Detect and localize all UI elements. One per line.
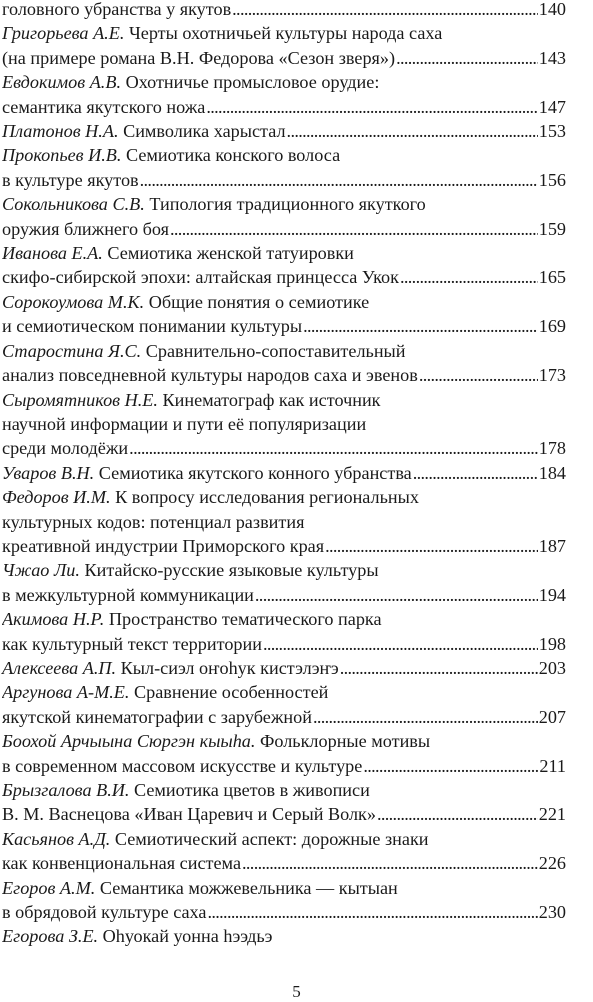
toc-line-text (2, 829, 429, 849)
toc-leader-dots (400, 265, 538, 289)
toc-line (2, 680, 566, 704)
toc-line (2, 314, 566, 338)
toc-page-number: 147 (538, 96, 566, 117)
toc-title-text: якутской кинематографии с зарубежной (2, 706, 312, 727)
toc-line-text (2, 754, 362, 778)
toc-title-text: в культуре якутов (2, 169, 139, 190)
toc-title-text: Сравнение особенностей (133, 682, 329, 703)
toc-title-text: как конвенциональная система (2, 853, 242, 874)
toc-line-text (2, 705, 312, 729)
toc-page-number: 230 (538, 902, 566, 923)
toc-line (2, 705, 566, 729)
toc-author: Егоров А.М. (2, 877, 96, 898)
toc-author: Прокопьев И.В. (2, 145, 122, 166)
toc-title-text: Фольклорные мотивы (260, 731, 431, 752)
toc-line (2, 168, 566, 192)
toc-leader-dots (232, 0, 538, 21)
toc-line-text (2, 194, 426, 214)
toc-line (2, 900, 566, 924)
toc-line-text (2, 390, 381, 410)
toc-leader-dots (325, 534, 538, 558)
toc-leader-dots (207, 900, 537, 924)
toc-line-text (2, 900, 206, 924)
toc-title-text: Семантика можжевельника — кытыан (99, 877, 398, 898)
toc-line-text (2, 341, 406, 361)
toc-line-text (2, 217, 169, 241)
toc-line (2, 119, 566, 143)
toc-entry (2, 607, 566, 656)
toc-line (2, 217, 566, 241)
toc-line (2, 70, 566, 94)
toc-title-text: Кинематограф как источник (162, 389, 381, 410)
toc-title-text: Охотничье промысловое орудие: (125, 72, 380, 93)
toc-title-text: Семиотика конского волоса (126, 145, 341, 166)
toc-author: Сорокоумова М.К. (2, 291, 145, 312)
toc-title-text: головного убранства у якутов (2, 0, 232, 19)
toc-page-number: 165 (538, 267, 566, 288)
toc-author: Алексеева А.П. (2, 657, 117, 678)
toc-entry (2, 680, 566, 729)
toc-title-text: Символика харыстал (123, 121, 286, 142)
toc-title-text: Пространство тематического парка (108, 609, 382, 630)
toc-author: Сокольникова С.В. (2, 194, 145, 215)
toc-line (2, 412, 566, 436)
toc-line (2, 339, 566, 363)
toc-author: Аргунова А-М.Е. (2, 682, 130, 703)
toc-title-text: скифо-сибирской эпохи: алтайская принцесса Укок (2, 267, 399, 288)
toc-line-text (2, 46, 395, 70)
toc-line-text (2, 461, 412, 485)
toc-line (2, 143, 566, 167)
toc-author: Брызгалова В.И. (2, 780, 130, 800)
toc-page-number: 187 (538, 535, 566, 556)
toc-page-number: 211 (539, 755, 566, 776)
toc-line (2, 290, 566, 314)
toc-title-text: в современном массовом искусстве и культуре (2, 755, 363, 776)
toc-line-text (2, 583, 254, 607)
toc-leader-dots (340, 656, 538, 680)
toc-page-number: 173 (538, 365, 566, 386)
page-number: 5 (292, 982, 301, 1001)
toc-line-text (2, 119, 286, 143)
toc-line-text (2, 609, 382, 629)
toc-title-text: анализ повседневной культуры народов саха и эвенов (2, 365, 418, 386)
toc-line (2, 656, 566, 680)
toc-author: Егорова З.Е. (2, 926, 99, 947)
toc-entry (2, 290, 566, 339)
toc-line (2, 461, 566, 485)
toc-title-text: Китайско-русские языковые культуры (84, 560, 379, 581)
toc-leader-dots (377, 802, 538, 826)
toc-leader-dots (303, 314, 538, 338)
toc-line (2, 192, 566, 216)
toc-line-text (2, 72, 379, 92)
toc-line (2, 632, 566, 656)
toc-line-text (2, 851, 241, 875)
toc-line (2, 729, 566, 753)
toc-line-text (2, 682, 328, 702)
toc-page-number: 184 (538, 462, 566, 483)
toc-line-text (2, 656, 339, 680)
toc-entry (2, 70, 566, 119)
toc-line (2, 583, 566, 607)
toc-page-number: 207 (538, 706, 566, 727)
toc-leader-dots (140, 168, 538, 192)
toc-line (2, 924, 566, 948)
toc-entry (2, 778, 566, 827)
toc-leader-dots (170, 217, 538, 241)
toc-line (2, 265, 566, 289)
toc-leader-dots (287, 119, 538, 143)
toc-line-text (2, 780, 370, 800)
toc-line (2, 0, 566, 21)
toc-line (2, 534, 566, 558)
toc-leader-dots (396, 46, 538, 70)
toc-line (2, 607, 566, 631)
toc-title-text: (на примере романа В.Н. Федорова «Сезон зверя») (2, 47, 396, 68)
toc-entry (2, 558, 566, 607)
table-of-contents (2, 0, 566, 949)
toc-line-text (2, 292, 369, 312)
toc-title-text: как культурный текст территории (2, 633, 262, 654)
toc-title-text: Сравнительно-сопоставительный (145, 340, 406, 361)
toc-author: Касьянов А.Д. (2, 828, 111, 849)
toc-line (2, 485, 566, 509)
toc-leader-dots (313, 705, 538, 729)
toc-line-text (2, 560, 379, 580)
toc-line-text (2, 632, 262, 656)
toc-line (2, 436, 566, 460)
toc-author: Платонов Н.А. (2, 121, 119, 142)
toc-title-text: оружия ближнего боя (2, 218, 170, 239)
toc-title-text: Семиотика женской татуировки (107, 243, 354, 264)
toc-entry (2, 241, 566, 290)
toc-leader-dots (206, 95, 537, 119)
toc-entry (2, 0, 566, 21)
toc-entry (2, 827, 566, 876)
toc-title-text: научной информации и пути её популяризации (2, 413, 367, 434)
toc-line-text (2, 168, 139, 192)
toc-title-text: среди молодёжи (2, 438, 129, 459)
toc-entry (2, 143, 566, 192)
toc-entry (2, 729, 566, 778)
toc-title-text: Кыл-сиэл оҥоһук кистэлэҥэ (120, 657, 339, 678)
toc-author: Акимова Н.Р. (2, 609, 105, 630)
toc-author: Чжао Ли. (2, 560, 80, 581)
toc-title-text: Семиотика якутского конного убранства (98, 462, 412, 483)
toc-line (2, 510, 566, 534)
toc-line (2, 46, 566, 70)
toc-line-text (2, 95, 205, 119)
toc-title-text: Семиотика цветов в живописи (133, 780, 370, 800)
toc-title-text: в обрядовой культуре саха (2, 902, 207, 923)
toc-entry (2, 485, 566, 558)
toc-entry (2, 21, 566, 70)
toc-line (2, 95, 566, 119)
toc-title-text: К вопросу исследования региональных (115, 487, 419, 508)
toc-line-text (2, 878, 398, 898)
toc-page-number: 169 (538, 316, 566, 337)
toc-line-text (2, 436, 128, 460)
toc-page-number: 153 (538, 121, 566, 142)
toc-line (2, 778, 566, 802)
toc-line-text (2, 363, 418, 387)
toc-line-text (2, 534, 324, 558)
toc-line (2, 21, 566, 45)
toc-title-text: креативной индустрии Приморского края (2, 535, 325, 556)
toc-title-text: Типология традиционного якуткого (149, 194, 426, 215)
toc-entry (2, 924, 566, 948)
toc-line-text (2, 265, 399, 289)
toc-page-number: 198 (538, 633, 566, 654)
toc-author: Уваров В.Н. (2, 462, 95, 483)
toc-leader-dots (363, 754, 538, 778)
toc-page-number: 140 (538, 0, 566, 19)
toc-entry (2, 388, 566, 461)
toc-line (2, 802, 566, 826)
toc-leader-dots (263, 632, 538, 656)
toc-line (2, 851, 566, 875)
toc-line-text (2, 414, 366, 434)
toc-line (2, 241, 566, 265)
toc-entry (2, 656, 566, 680)
toc-line (2, 558, 566, 582)
toc-title-text: культурных кодов: потенциал развития (2, 511, 305, 532)
toc-title-text: семантика якутского ножа (2, 96, 206, 117)
toc-author: Сыромятников Н.Е. (2, 389, 158, 410)
toc-page-number: 156 (538, 169, 566, 190)
toc-author: Федоров И.М. (2, 487, 111, 508)
toc-title-text: Семиотический аспект: дорожные знаки (114, 828, 429, 849)
toc-author: Старостина Я.С. (2, 340, 142, 361)
toc-entry (2, 876, 566, 925)
toc-entry (2, 339, 566, 388)
toc-line-text (2, 314, 302, 338)
toc-line-text (2, 23, 442, 43)
toc-author: Иванова Е.А. (2, 243, 103, 264)
toc-title-text: в межкультурной коммуникации (2, 584, 254, 605)
toc-page-number: 194 (538, 584, 566, 605)
toc-page-number: 203 (538, 657, 566, 678)
toc-author: Григорьева А.Е. (2, 23, 125, 44)
toc-line (2, 363, 566, 387)
toc-line-text (2, 0, 231, 21)
toc-leader-dots (413, 461, 538, 485)
toc-line-text (2, 243, 354, 263)
toc-leader-dots (255, 583, 538, 607)
toc-title-text: Оһуокай уонна һээдьэ (102, 926, 273, 947)
toc-line-text (2, 487, 419, 507)
toc-line-text (2, 802, 376, 826)
toc-title-text: В. М. Васнецова «Иван Царевич и Серый Волк» (2, 804, 376, 825)
toc-leader-dots (242, 851, 538, 875)
toc-line-text (2, 145, 340, 165)
toc-entry (2, 192, 566, 241)
toc-line (2, 876, 566, 900)
toc-author: Боохой Арчыына Сюргэн кыыһа. (2, 731, 256, 752)
toc-page-number: 221 (538, 804, 566, 825)
toc-line-text (2, 731, 430, 751)
toc-entry (2, 119, 566, 143)
toc-title-text: Черты охотничьей культуры народа саха (128, 23, 443, 44)
toc-line (2, 827, 566, 851)
toc-page-number: 226 (538, 853, 566, 874)
toc-line (2, 754, 566, 778)
toc-leader-dots (129, 436, 538, 460)
toc-author: Евдокимов А.В. (2, 72, 122, 93)
toc-title-text: и семиотическом понимании культуры (2, 316, 303, 337)
toc-leader-dots (419, 363, 538, 387)
toc-page-number: 178 (538, 438, 566, 459)
toc-page-number: 159 (538, 218, 566, 239)
toc-title-text: Общие понятия о семиотике (148, 291, 370, 312)
toc-line (2, 388, 566, 412)
toc-entry (2, 461, 566, 485)
toc-page-number: 143 (538, 47, 566, 68)
toc-line-text (2, 926, 272, 946)
toc-line-text (2, 512, 304, 532)
